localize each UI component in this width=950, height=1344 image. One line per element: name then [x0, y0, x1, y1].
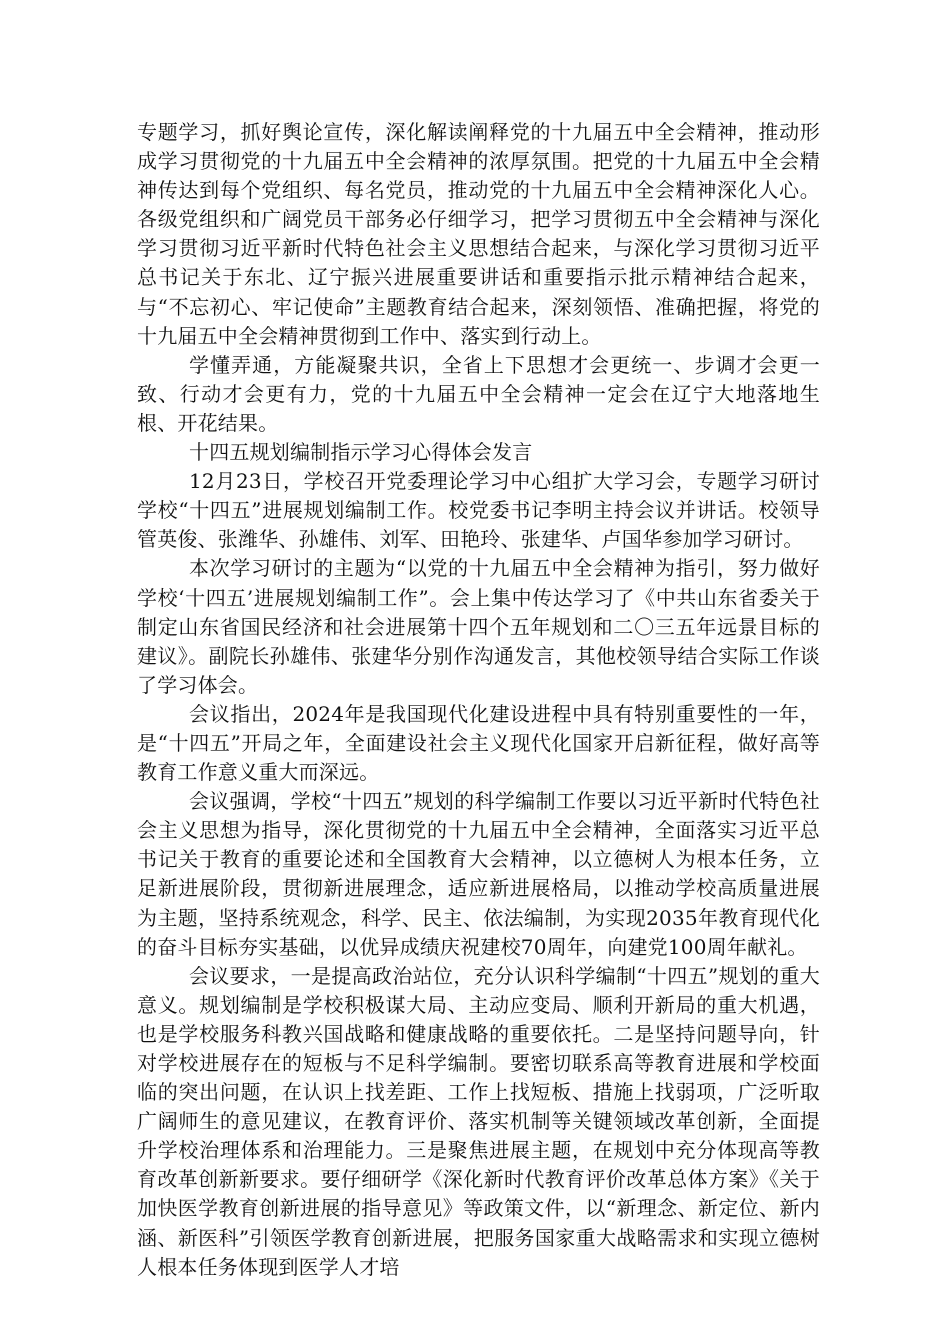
document-page [137, 118, 820, 1282]
paragraph-meeting: 12月23日，学校召开党委理论学习中心组扩大学习会，专题学习研讨学校“十四五”进展规划编制工作。校党委书记李明主持会议并讲话。校领导管英俊、张潍华、孙雄伟、刘军、田艳玲、张建华、卢国华参加学习研讨。 [137, 469, 820, 552]
paragraph-theme: 本次学习研讨的主题为“以党的十九届五中全会精神为指引，努力做好学校‘十四五’进展规划编制工作”。会上集中传达学习了《中共山东省委关于制定山东省国民经济和社会进展第十四个五年规划和二〇三五年远景目标的建议》。副院长孙雄伟、张建华分别作沟通发言，其他校领导结合实际工作谈了学习体会。 [137, 556, 820, 697]
section-heading: 十四五规划编制指示学习心得体会发言 [189, 440, 533, 465]
paragraph-requirements: 会议要求，一是提高政治站位，充分认识科学编制“十四五”规划的重大意义。规划编制是学校积极谋大局、主动应变局、顺利开新局的重大机遇，也是学校服务科教兴国战略和健康战略的重要依托。二是坚持问题导向，针对学校进展存在的短板与不足科学编制。要密切联系高等教育进展和学校面临的突出问题，在认识上找差距、工作上找短板、措施上找弱项，广泛听取广阔师生的意见建议，在教育评价、落实机制等关键领域改革创新，全面提升学校治理体系和治理能力。三是聚焦进展主题，在规划中充分体现高等教育改革创新新要求。要仔细研学《深化新时代教育评价改革总体方案》《关于加快医学教育创新进展的指导意见》等政策文件，以“新理念、新定位、新内涵、新医科”引领医学教育创新进展，把服务国家重大战略需求和实现立德树人根本任务体现到医学人才培 [137, 963, 820, 1279]
paragraph-consensus: 学懂弄通，方能凝聚共识，全省上下思想才会更统一、步调才会更一致、行动才会更有力，党的十九届五中全会精神一定会在辽宁大地落地生根、开花结果。 [137, 352, 820, 435]
paragraph-emphasized: 会议强调，学校“十四五”规划的科学编制工作要以习近平新时代特色社会主义思想为指导，深化贯彻党的十九届五中全会精神，全面落实习近平总书记关于教育的重要论述和全国教育大会精神，以立德树人为根本任务，立足新进展阶段，贯彻新进展理念，适应新进展格局，以推动学校高质量进展为主题，坚持系统观念，科学、民主、依法编制，为实现2035年教育现代化的奋斗目标夯实基础，以优异成绩庆祝建校70周年，向建党100周年献礼。 [137, 789, 820, 959]
paragraph-continuation: 专题学习，抓好舆论宣传，深化解读阐释党的十九届五中全会精神，推动形成学习贯彻党的十九届五中全会精神的浓厚氛围。把党的十九届五中全会精神传达到每个党组织、每名党员，推动党的十九届五中全会精神深化人心。各级党组织和广阔党员干部务必仔细学习，把学习贯彻五中全会精神与深化学习贯彻习近平新时代特色社会主义思想结合起来，与深化学习贯彻习近平总书记关于东北、辽宁振兴进展重要讲话和重要指示批示精神结合起来，与“不忘初心、牢记使命”主题教育结合起来，深刻领悟、准确把握，将党的十九届五中全会精神贯彻到工作中、落实到行动上。 [137, 120, 820, 348]
paragraph-pointed-out: 会议指出，2024年是我国现代化建设进程中具有特别重要性的一年，是“十四五”开局之年，全面建设社会主义现代化国家开启新征程，做好高等教育工作意义重大而深远。 [137, 701, 820, 785]
